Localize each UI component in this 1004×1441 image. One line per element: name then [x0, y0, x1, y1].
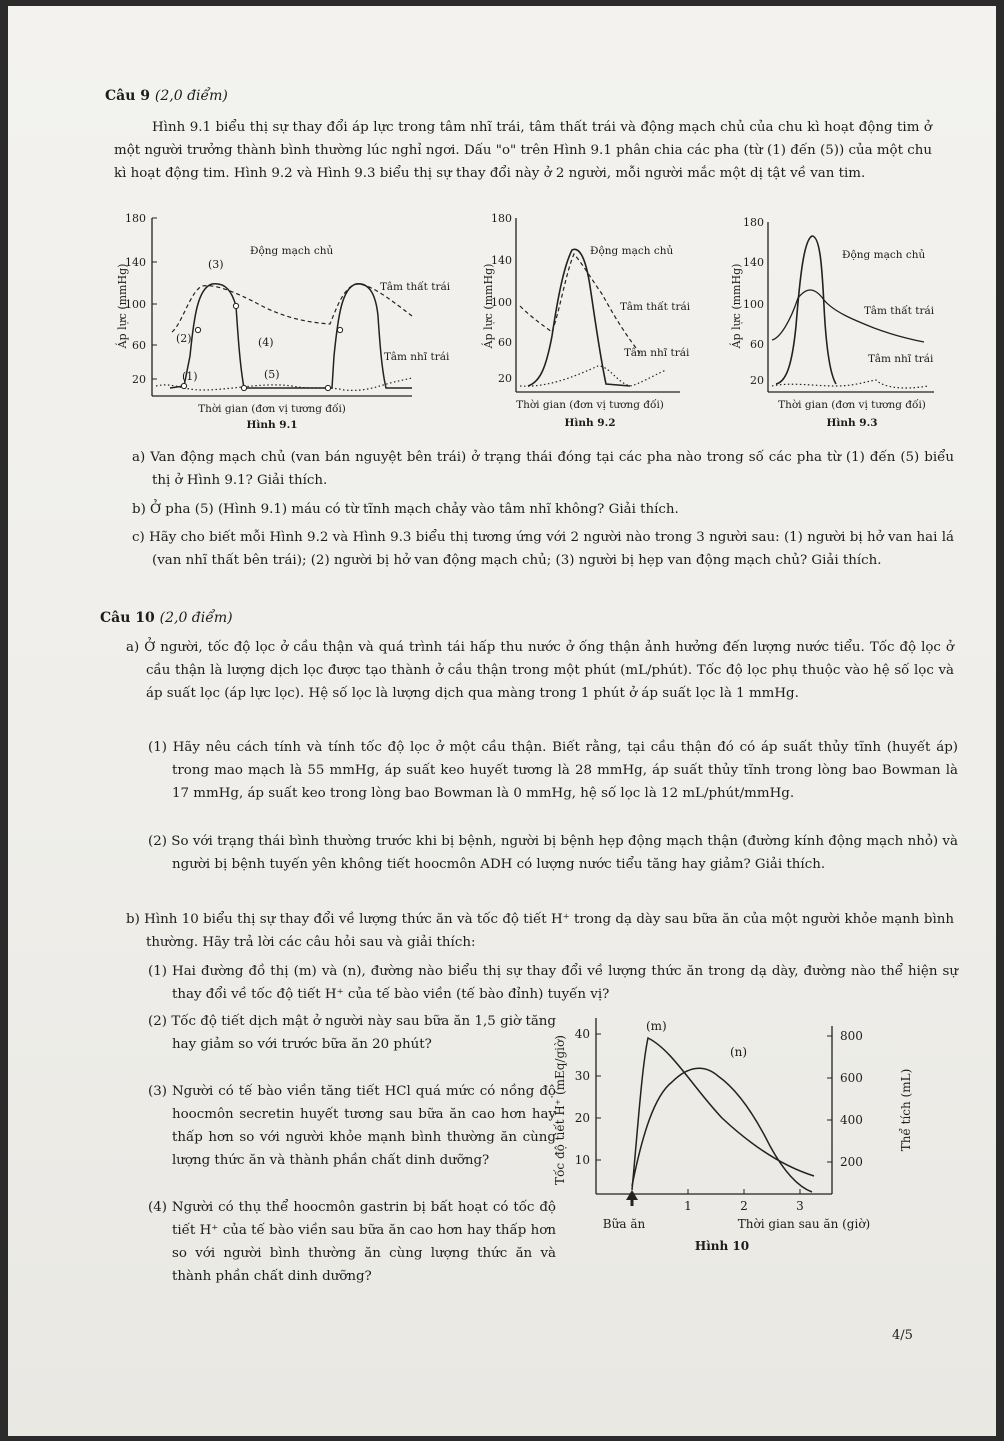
- question-10-label: Câu 10: [100, 610, 155, 626]
- question-9-label: Câu 9: [105, 88, 151, 104]
- question-10a-2: (2) So với trạng thái bình thường trước khi bị bệnh, người bị bệnh hẹp động mạch thận (đường kính động mạch nhỏ) và người bị bệnh tuyến yên không tiết hoocmôn ADH có lượng nước tiểu tăng hay giảm? Giải thích.: [148, 834, 958, 872]
- fig10-right-tick-200: 200: [840, 1155, 863, 1169]
- question-9-intro: Hình 9.1 biểu thị sự thay đổi áp lực trong tâm nhĩ trái, tâm thất trái và động mạch chủ của chu kì hoạt động tim ở một người trưởng thành bình thường lúc nghỉ ngơi. Dấu "o" trên Hình 9.1 phân chia các pha (từ (1) đến (5)) của một chu kì hoạt động tim. Hình 9.2 và Hình 9.3 biểu thị sự thay đổi này ở 2 người, mỗi người mắc một dị tật về van tim.: [114, 120, 932, 181]
- question-10b-3: (3) Người có tế bào viền tăng tiết HCl quá mức có nồng độ hoocmôn secretin huyết tương sau bữa ăn cao hơn hay thấp hơn so với người khỏe mạnh bình thường ăn cùng lượng thức ăn và thành phần chất dinh dưỡng?: [148, 1084, 556, 1168]
- fig10-label-n: (n): [730, 1045, 748, 1059]
- question-10a-1: (1) Hãy nêu cách tính và tính tốc độ lọc ở một cầu thận. Biết rằng, tại cầu thận đó có áp suất thủy tĩnh (huyết áp) trong mao mạch là 55 mmHg, áp suất keo huyết tương là 28 mmHg, áp suất thủy tĩnh trong lòng bao Bowman là 17 mmHg, áp suất keo trong lòng bao Bowman là 0 mmHg, hệ số lọc là 12 mL/phút/mmHg.: [148, 740, 958, 801]
- fig10-right-tick-600: 600: [840, 1071, 863, 1085]
- fig92-caption: Hình 9.2: [564, 417, 616, 429]
- fig93-label-ventricle: Tâm thất trái: [864, 305, 935, 317]
- fig92-ytick-20: 20: [498, 372, 512, 385]
- fig10-right-tick-800: 800: [840, 1029, 863, 1043]
- fig10-left-tick-30: 30: [574, 1069, 590, 1083]
- fig91-ytick-60: 60: [132, 339, 146, 352]
- fig93-xlabel: Thời gian (đơn vị tương đối): [778, 399, 926, 411]
- fig91-phase-3: (3): [208, 258, 224, 271]
- fig92-ytick-60: 60: [498, 336, 512, 349]
- fig91-ytick-140: 140: [125, 256, 146, 269]
- fig91-label-aorta: Động mạch chủ: [250, 245, 334, 257]
- fig10-left-tick-20: 20: [574, 1111, 590, 1125]
- question-9a: a) Van động mạch chủ (van bán nguyệt bên trái) ở trạng thái đóng tại các pha nào trong số các pha từ (1) đến (5) biểu thị ở Hình 9.1? Giải thích.: [132, 450, 954, 488]
- fig91-label-ventricle: Tâm thất trái: [380, 281, 451, 293]
- fig91-phase-2: (2): [176, 332, 192, 345]
- fig93-ytick-180: 180: [743, 216, 764, 229]
- fig91-ytick-100: 100: [125, 298, 146, 311]
- fig10-xtick-2: 2: [740, 1199, 748, 1213]
- question-10b-intro: b) Hình 10 biểu thị sự thay đổi về lượng thức ăn và tốc độ tiết H⁺ trong dạ dày sau bữa ăn của một người khỏe mạnh bình thường. Hãy trả lời các câu hỏi sau và giải thích:: [126, 912, 954, 950]
- figure-9-1: [112, 206, 451, 438]
- fig93-ytick-60: 60: [750, 338, 764, 351]
- fig91-ytick-20: 20: [132, 373, 146, 386]
- question-9b: b) Ở pha (5) (Hình 9.1) máu có từ tĩnh mạch chảy vào tâm nhĩ không? Giải thích.: [132, 502, 679, 517]
- fig10-ylabel-right: Thể tích (mL): [899, 1068, 913, 1152]
- question-10b-2: (2) Tốc độ tiết dịch mật ở người này sau bữa ăn 1,5 giờ tăng hay giảm so với trước bữa ăn 20 phút?: [148, 1014, 556, 1052]
- question-10a-intro: a) Ở người, tốc độ lọc ở cầu thận và quá trình tái hấp thu nước ở ống thận ảnh hưởng đến lượng nước tiểu. Tốc độ lọc ở cầu thận là lượng dịch lọc được tạo thành ở cầu thận trong một phút (mL/phút). Tốc độ lọc phụ thuộc vào hệ số lọc và áp suất lọc (áp lực lọc). Hệ số lọc là lượng dịch qua màng trong 1 phút ở áp suất lọc là 1 mmHg.: [126, 640, 954, 701]
- fig93-ytick-100: 100: [743, 298, 764, 311]
- fig91-caption: Hình 9.1: [246, 419, 298, 431]
- fig10-caption: Hình 10: [694, 1239, 750, 1253]
- question-10b-4: (4) Người có thụ thể hoocmôn gastrin bị bất hoạt có tốc độ tiết H⁺ của tế bào viền sau bữa ăn cao hơn hay thấp hơn so với người bình thường ăn cùng lượng thức ăn và thành phần chất dinh dưỡng?: [148, 1200, 556, 1284]
- fig93-label-atrium: Tâm nhĩ trái: [868, 353, 934, 365]
- fig10-right-tick-400: 400: [840, 1113, 863, 1127]
- figure-9-2: [480, 206, 702, 438]
- page-number: 4/5: [892, 1328, 913, 1343]
- fig93-caption: Hình 9.3: [826, 417, 878, 429]
- question-9c: c) Hãy cho biết mỗi Hình 9.2 và Hình 9.3 biểu thị tương ứng với 2 người nào trong 3 người sau: (1) người bị hở van hai lá (van nhĩ thất bên trái); (2) người bị hở van động mạch chủ; (3) người bị hẹp van động mạch chủ? Giải thích.: [132, 530, 954, 568]
- fig93-ytick-140: 140: [743, 256, 764, 269]
- fig91-phase-1: (1): [182, 370, 198, 383]
- fig10-xlabel: Thời gian sau ăn (giờ): [737, 1217, 871, 1231]
- exam-page: [8, 6, 996, 1436]
- figure-10: [542, 1006, 942, 1278]
- fig91-phase-5: (5): [264, 368, 280, 381]
- fig92-ytick-100: 100: [491, 296, 512, 309]
- fig92-ytick-140: 140: [491, 254, 512, 267]
- fig92-label-atrium: Tâm nhĩ trái: [624, 347, 690, 359]
- fig10-ylabel-left: Tốc độ tiết H⁺ (mEq/giờ): [553, 1035, 567, 1185]
- question-10-score: (2,0 điểm): [159, 610, 233, 626]
- question-10b-1: (1) Hai đường đồ thị (m) và (n), đường nào biểu thị sự thay đổi về lượng thức ăn trong dạ dày, đường nào thể hiện sự thay đổi về tốc độ tiết H⁺ của tế bào viền (tế bào đỉnh) tuyến vị?: [148, 964, 958, 1002]
- fig93-label-aorta: Động mạch chủ: [842, 249, 926, 261]
- fig92-xlabel: Thời gian (đơn vị tương đối): [516, 399, 664, 411]
- question-9-title: [105, 88, 228, 104]
- fig10-label-meal: Bữa ăn: [602, 1217, 646, 1231]
- fig91-label-atrium: Tâm nhĩ trái: [384, 351, 450, 363]
- fig92-label-ventricle: Tâm thất trái: [620, 301, 691, 313]
- question-9-score: (2,0 điểm): [154, 88, 228, 104]
- fig91-ylabel: Áp lực (mmHg): [116, 263, 129, 349]
- question-10-title: [100, 610, 233, 626]
- fig10-left-tick-10: 10: [574, 1153, 590, 1167]
- fig91-xlabel: Thời gian (đơn vị tương đối): [198, 403, 346, 415]
- fig10-xtick-3: 3: [796, 1199, 804, 1213]
- figure-9-3: [724, 206, 952, 438]
- fig93-ylabel: Áp lực (mmHg): [730, 263, 743, 349]
- fig10-label-m: (m): [646, 1019, 667, 1033]
- fig10-left-tick-40: 40: [574, 1027, 590, 1041]
- fig91-ytick-180: 180: [125, 212, 146, 225]
- fig92-ylabel: Áp lực (mmHg): [482, 263, 495, 349]
- fig93-ytick-20: 20: [750, 374, 764, 387]
- fig10-xtick-1: 1: [684, 1199, 692, 1213]
- fig92-label-aorta: Động mạch chủ: [590, 245, 674, 257]
- fig92-ytick-180: 180: [491, 212, 512, 225]
- fig91-phase-4: (4): [258, 336, 274, 349]
